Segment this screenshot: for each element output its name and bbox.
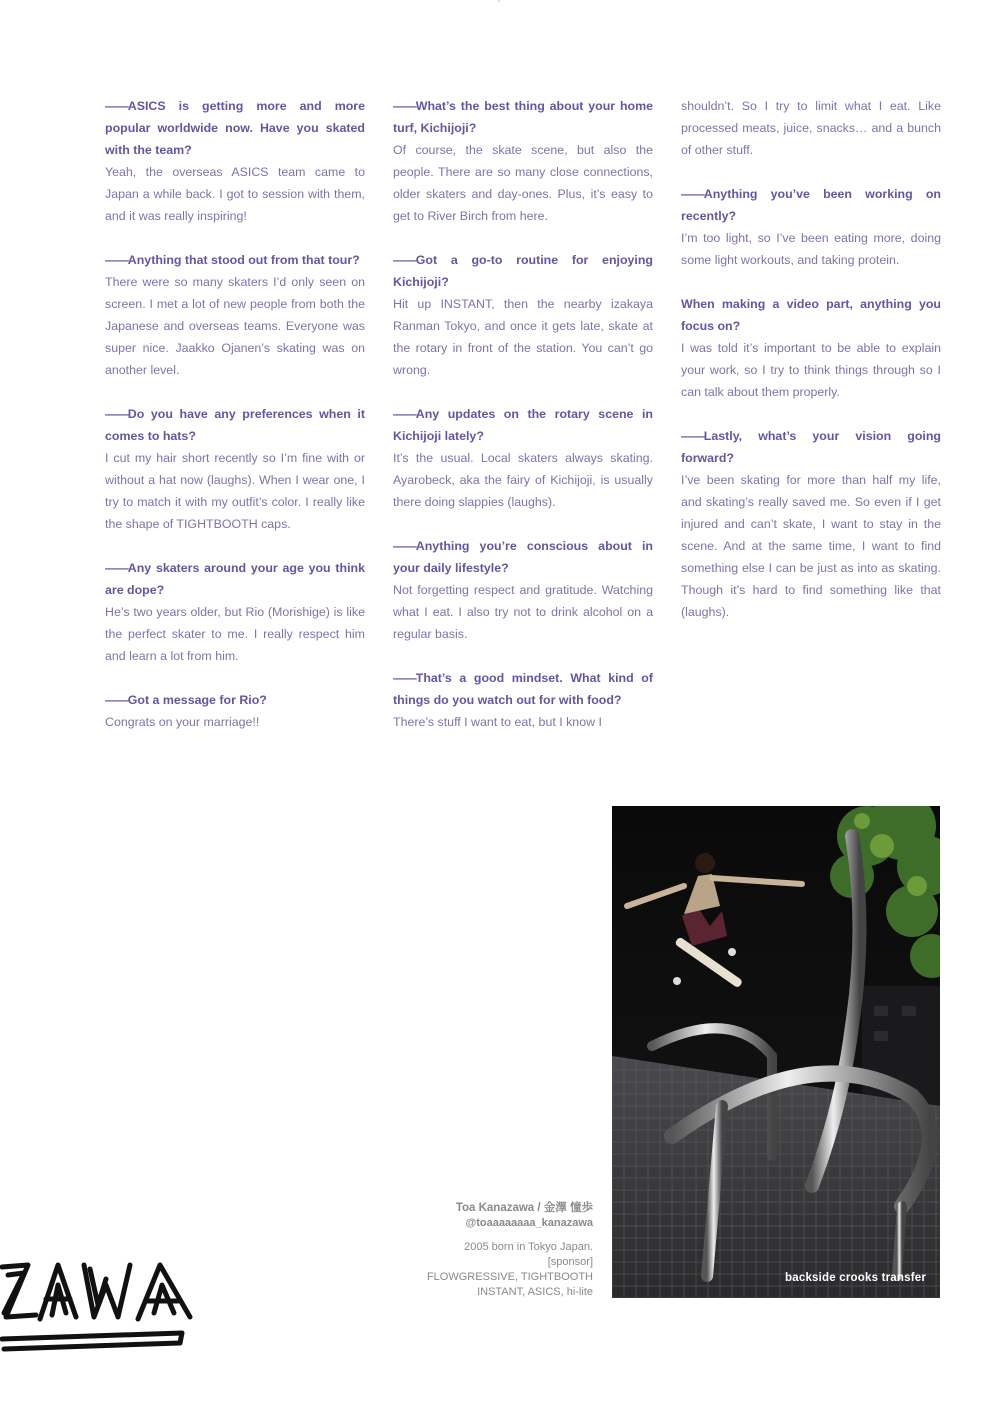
qa-block <box>393 535 653 645</box>
qa-block <box>393 403 653 513</box>
question: ——Do you have any preferences when it comes to hats? <box>105 407 365 443</box>
question: ——ASICS is getting more and more popular worldwide now. Have you skated with the team? <box>105 99 365 157</box>
answer: It’s the usual. Local skaters always skating. Ayarobeck, aka the fairy of Kichijoji, is usually there doing slappies (laughs). <box>393 451 653 509</box>
answer: There’s stuff I want to eat, but I know I <box>393 715 602 729</box>
question: ——That’s a good mindset. What kind of things do you watch out for with food? <box>393 671 653 707</box>
question: ——Any skaters around your age you think are dope? <box>105 561 365 597</box>
qa-block <box>105 689 365 733</box>
skate-photo-illustration <box>612 806 940 1298</box>
sponsor-label: [sponsor] <box>547 1256 593 1268</box>
question: When making a video part, anything you focus on? <box>681 297 941 333</box>
question: ——Anything you’ve been working on recently? <box>681 187 941 223</box>
qa-block <box>105 249 365 381</box>
question: ——Anything that stood out from that tour? <box>105 253 360 267</box>
interview-column-1 <box>105 95 365 755</box>
answer: I was told it’s important to be able to explain your work, so I try to think things through so I can talk about them properly. <box>681 341 941 399</box>
qa-block <box>105 403 365 535</box>
question: ——Lastly, what’s your vision going forward? <box>681 429 941 465</box>
skate-photo <box>612 806 940 1298</box>
handwritten-name-logo <box>0 1255 215 1360</box>
answer: I’ve been skating for more than half my life, and skating’s really saved me. So even if I get injured and can’t skate, I want to stay in the scene. And at the same time, I want to find something else I can be just as into as skating. Though it’s hard to find something like that (laughs). <box>681 473 941 619</box>
answer: He’s two years older, but Rio (Morishige) is like the perfect skater to me. I really respect him and learn a lot from him. <box>105 605 365 663</box>
qa-block <box>681 183 941 271</box>
answer: Congrats on your marriage!! <box>105 715 260 729</box>
question: ——Got a go-to routine for enjoying Kichijoji? <box>393 253 653 289</box>
interview-column-2 <box>393 95 653 755</box>
answer: I’m too light, so I’ve been eating more, doing some light workouts, and taking protein. <box>681 231 941 267</box>
answer: Not forgetting respect and gratitude. Watching what I eat. I also try not to drink alcohol on a regular basis. <box>393 583 653 641</box>
qa-block <box>393 249 653 381</box>
qa-block <box>681 95 941 161</box>
page-center-mark <box>498 0 500 2</box>
profile-credits <box>380 1201 593 1300</box>
interview-column-3 <box>681 95 941 645</box>
photo-caption: backside crooks transfer <box>785 1272 926 1284</box>
skater-name: Toa Kanazawa / 金澤 憧歩 <box>455 1202 593 1214</box>
question: ——Anything you’re conscious about in your daily lifestyle? <box>393 539 653 575</box>
instagram-handle: @toaaaaaaaa_kanazawa <box>465 1217 593 1229</box>
birth-info: 2005 born in Tokyo Japan. <box>464 1241 593 1253</box>
qa-block <box>105 557 365 667</box>
question: ——Got a message for Rio? <box>105 693 267 707</box>
answer: Yeah, the overseas ASICS team came to Japan a while back. I got to session with them, and it was really inspiring! <box>105 165 365 223</box>
answer-continued: shouldn’t. So I try to limit what I eat. Like processed meats, juice, snacks… and a bunch of other stuff. <box>681 99 941 157</box>
question: ——Any updates on the rotary scene in Kichijoji lately? <box>393 407 653 443</box>
answer: Hit up INSTANT, then the nearby izakaya Ranman Tokyo, and once it gets late, skate at the rotary in front of the station. You can’t go wrong. <box>393 297 653 377</box>
qa-block <box>681 293 941 403</box>
qa-block <box>393 95 653 227</box>
qa-block <box>681 425 941 623</box>
answer: There were so many skaters I’d only seen on screen. I met a lot of new people from both the Japanese and overseas teams. Everyone was super nice. Jaakko Ojanen’s skating was on another level. <box>105 275 365 377</box>
answer: I cut my hair short recently so I’m fine with or without a hat now (laughs). When I wear one, I try to match it with my outfit’s color. I really like the shape of TIGHTBOOTH caps. <box>105 451 365 531</box>
sponsor-list: FLOWGRESSIVE, TIGHTBOOTH <box>426 1271 593 1283</box>
sponsor-list: INSTANT, ASICS, hi-lite <box>477 1286 593 1298</box>
answer: Of course, the skate scene, but also the people. There are so many close connections, older skaters and day-ones. Plus, it’s easy to get to River Birch from here. <box>393 143 653 223</box>
question: ——What’s the best thing about your home turf, Kichijoji? <box>393 99 653 135</box>
qa-block <box>105 95 365 227</box>
qa-block <box>393 667 653 733</box>
